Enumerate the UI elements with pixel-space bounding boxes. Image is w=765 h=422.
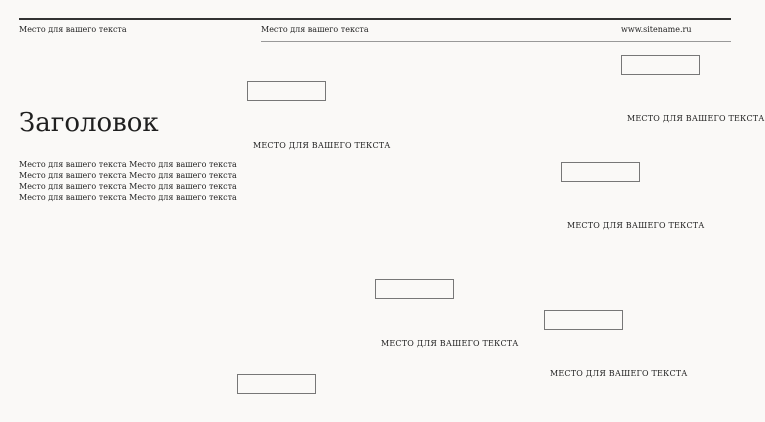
top-rule [19, 18, 731, 20]
header-rule [261, 41, 731, 42]
placeholder-box-2 [621, 55, 700, 75]
header-center-text: Место для вашего текста [261, 25, 369, 34]
header-site-url[interactable]: www.sitename.ru [621, 25, 692, 34]
caption-4: МЕСТО ДЛЯ ВАШЕГО ТЕКСТА [381, 339, 519, 348]
caption-3: МЕСТО ДЛЯ ВАШЕГО ТЕКСТА [567, 221, 705, 230]
body-paragraph: Место для вашего текста Место для вашего текста Место для вашего текста Место для вашего текста Место для вашего текста Место для вашего текста Место для вашего текста Место для вашего текста [19, 160, 237, 202]
caption-5: МЕСТО ДЛЯ ВАШЕГО ТЕКСТА [550, 369, 688, 378]
placeholder-box-6 [237, 374, 316, 394]
placeholder-box-4 [375, 279, 454, 299]
caption-2: МЕСТО ДЛЯ ВАШЕГО ТЕКСТА [627, 114, 765, 123]
placeholder-box-5 [544, 310, 623, 330]
header-left-text: Место для вашего текста [19, 25, 127, 34]
placeholder-box-1 [247, 81, 326, 101]
page-title: Заголовок [19, 108, 159, 138]
caption-1: МЕСТО ДЛЯ ВАШЕГО ТЕКСТА [253, 141, 391, 150]
placeholder-box-3 [561, 162, 640, 182]
